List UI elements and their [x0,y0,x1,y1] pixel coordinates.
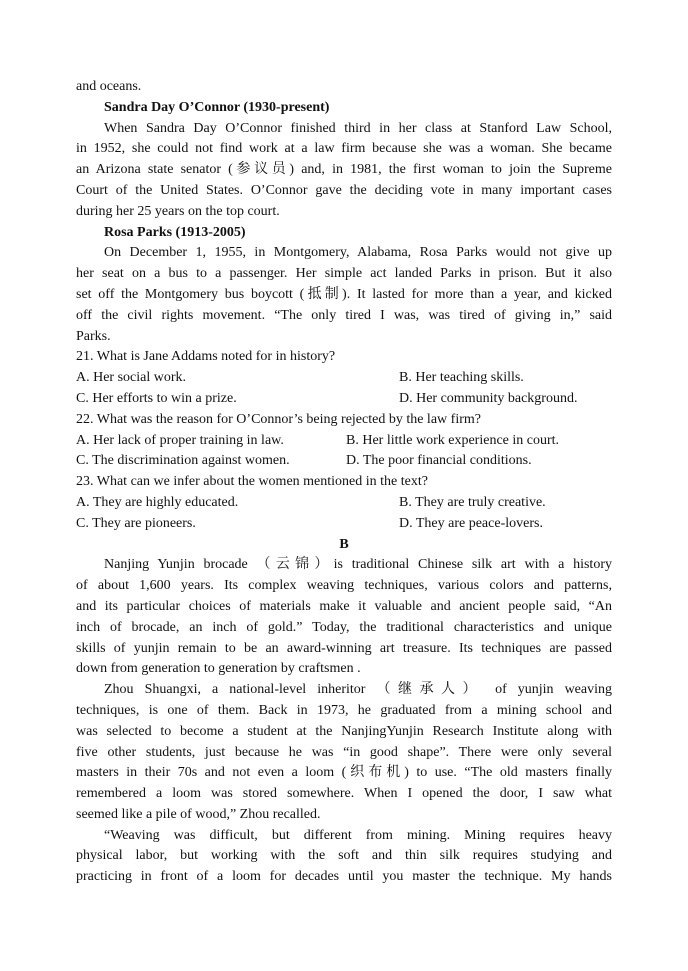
paragraph-line: set off the Montgomery bus boycott (抵制). It lasted for more than a year, and kicked [76,286,612,302]
option-c: C. They are pioneers. [76,515,196,531]
question-stem: 21. What is Jane Addams noted for in history? [76,349,336,365]
option-row [76,514,612,535]
paragraph-line: skills of yunjin remain to be an award-winning art treasure. Its techniques are passed [76,640,612,656]
paragraph-line: her seat on a bus to a passenger. Her simple act landed Parks in prison. But it also [76,266,612,282]
paragraph-line: was selected to become a student at the NanjingYunjin Research Institute along with [76,723,612,739]
paragraph-line: Zhou Shuangxi, a national-level inheritor （继承人） of yunjin weaving [104,682,612,698]
option-b: B. They are truly creative. [399,494,546,510]
paragraph-line: masters in their 70s and not even a loom (织布机) to use. “The old masters finally [76,765,612,781]
paragraph-line: of about 1,600 years. Its complex weaving techniques, various colors and patterns, [76,578,612,594]
paragraph-line: and oceans. [76,79,142,94]
section-heading-parks: Rosa Parks (1913-2005) [104,224,246,240]
option-b: B. Her little work experience in court. [346,432,560,448]
paragraph-line: down from generation to generation by craftsmen . [76,661,361,677]
paragraph-line: inch of brocade, an inch of gold.” Today, the traditional characteristics and unique [76,619,612,635]
option-row [76,451,612,472]
paragraph-line: techniques, is one of them. Back in 1973, he graduated from a mining school and [76,702,612,718]
paragraph-line: seemed like a pile of wood,” Zhou recalled. [76,806,321,822]
paragraph-line: practicing in front of a loom for decades until you master the technique. My hands [76,869,612,885]
paragraph-line: and its particular choices of materials make it valuable and ancient people said, “An [76,598,612,614]
paragraph-line: physical labor, but working with the soft and thin silk requires studying and [76,848,612,864]
option-a: A. Her lack of proper training in law. [76,432,284,448]
paragraph-line: during her 25 years on the top court. [76,203,280,219]
paragraph-line: “Weaving was difficult, but different from mining. Mining requires heavy [104,827,612,843]
paragraph-line: Court of the United States. O’Connor gave the deciding vote in many important cases [76,182,612,198]
paragraph-line: On December 1, 1955, in Montgomery, Alabama, Rosa Parks would not give up [104,245,612,261]
paragraph-line: remembered a loom was stored somewhere. When I opened the door, I saw what [76,786,612,802]
section-heading-oconnor: Sandra Day O’Connor (1930-present) [104,99,330,115]
paragraph-line: Nanjing Yunjin brocade （云锦）is traditional Chinese silk art with a history [104,557,612,573]
option-c: C. Her efforts to win a prize. [76,390,237,406]
paragraph-line: Parks. [76,328,111,344]
option-b: B. Her teaching skills. [399,370,524,386]
passage-b-heading: B [339,536,349,552]
option-d: D. They are peace-lovers. [399,515,543,531]
paragraph-line: When Sandra Day O’Connor finished third in her class at Stanford Law School, [104,120,612,136]
option-row [76,493,612,514]
option-d: D. Her community background. [399,390,578,406]
option-row [76,431,612,452]
paragraph-line: an Arizona state senator (参议员) and, in 1981, the first woman to join the Supreme [76,162,612,178]
option-row [76,389,612,410]
option-c: C. The discrimination against women. [76,453,290,469]
document-page [76,77,612,888]
option-a: A. Her social work. [76,370,187,386]
question-stem: 23. What can we infer about the women mentioned in the text? [76,474,428,490]
option-row [76,368,612,389]
paragraph-line: off the civil rights movement. “The only tired I was, was tired of giving in,” said [76,307,612,323]
question-stem: 22. What was the reason for O’Connor’s being rejected by the law firm? [76,411,481,427]
paragraph-line: in 1952, she could not find work at a law firm because she was a woman. She became [76,141,612,157]
option-d: D. The poor financial conditions. [346,453,532,469]
paragraph-line: five other students, just because he was “in good shape”. There were only several [76,744,612,760]
option-a: A. They are highly educated. [76,494,239,510]
